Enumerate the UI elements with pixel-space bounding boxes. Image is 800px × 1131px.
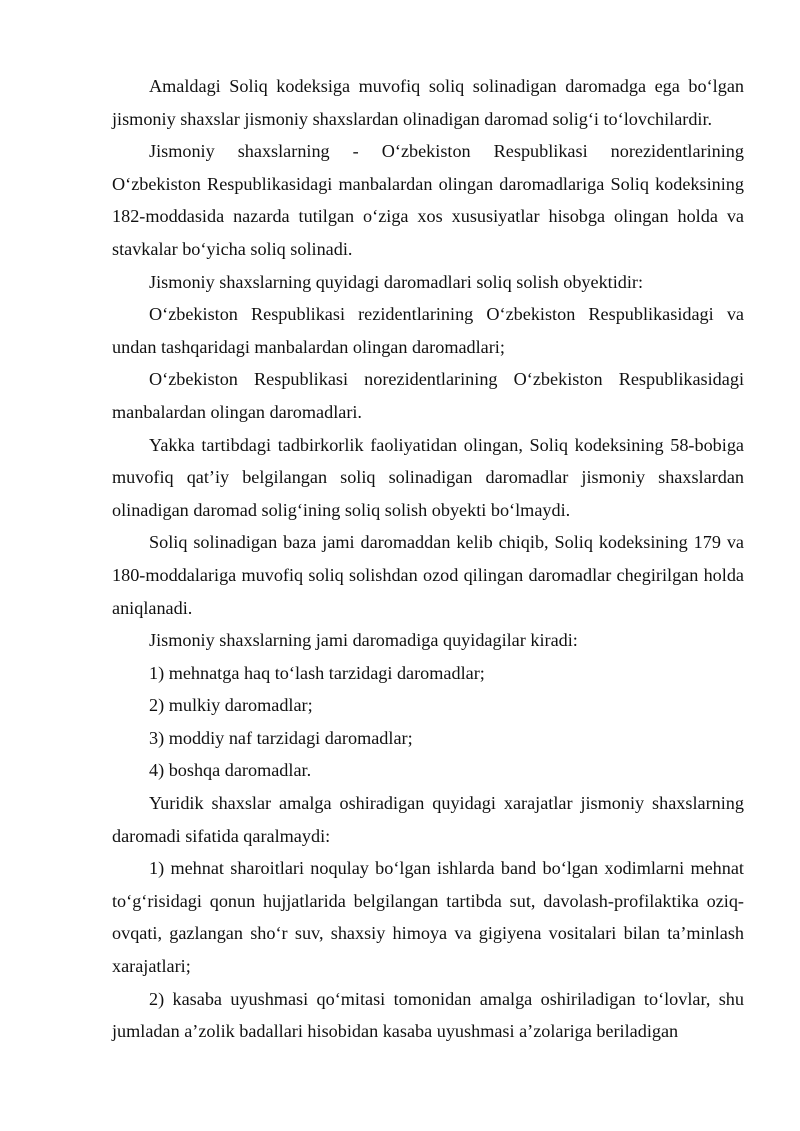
list-item: 4) boshqa daromadlar. bbox=[149, 760, 312, 781]
list-item: 1) mehnatga haq to‘lash tarzidagi daromadlar; bbox=[149, 662, 485, 683]
paragraph: Yuridik shaxslar amalga oshiradigan quyidagi xarajatlar jismoniy shaxslarning daromadi sifatida qaralmaydi: bbox=[112, 793, 744, 846]
list-item: 3) moddiy naf tarzidagi daromadlar; bbox=[149, 727, 413, 748]
paragraph: Jismoniy shaxslarning jami daromadiga quyidagilar kiradi: bbox=[149, 630, 578, 651]
paragraph: Yakka tartibdagi tadbirkorlik faoliyatidan olingan, Soliq kodeksining 58-bobiga muvofiq qat’iy belgilangan soliq solinadigan daromadlar jismoniy shaxslardan olinadigan daromad solig‘ining soliq solish obyekti bo‘lmaydi. bbox=[112, 434, 744, 520]
document-body bbox=[112, 70, 744, 1048]
paragraph: Soliq solinadigan baza jami daromaddan kelib chiqib, Soliq kodeksining 179 va 180-moddalariga muvofiq soliq solishdan ozod qilingan daromadlar chegirilgan holda aniqlanadi. bbox=[112, 532, 744, 618]
paragraph: O‘zbekiston Respublikasi rezidentlarining O‘zbekiston Respublikasidagi va undan tashqaridagi manbalardan olingan daromadlari; bbox=[112, 304, 744, 357]
paragraph: Jismoniy shaxslarning - O‘zbekiston Respublikasi norezidentlarining O‘zbekiston Respublikasidagi manbalardan olingan daromadlariga Soliq kodeksining 182-moddasida nazarda tutilgan o‘ziga xos xususiyatlar hisobga olingan holda va stavkalar bo‘yicha soliq solinadi. bbox=[112, 141, 744, 259]
paragraph: Amaldagi Soliq kodeksiga muvofiq soliq solinadigan daromadga ega bo‘lgan jismoniy shaxslar jismoniy shaxslardan olinadigan daromad solig‘i to‘lovchilardir. bbox=[112, 76, 744, 129]
list-item: 2) kasaba uyushmasi qo‘mitasi tomonidan amalga oshiriladigan to‘lovlar, shu jumladan a’zolik badallari hisobidan kasaba uyushmasi a’zolariga beriladigan bbox=[112, 988, 744, 1042]
list-item: 1) mehnat sharoitlari noqulay bo‘lgan ishlarda band bo‘lgan xodimlarni mehnat to‘g‘risidagi qonun hujjatlarida belgilangan tartibda sut, davolash-profilaktika oziq-ovqati, gazlangan sho‘r suv, shaxsiy himoya va gigiyena vositalari bilan ta’minlash xarajatlari; bbox=[112, 858, 744, 977]
list-item: 2) mulkiy daromadlar; bbox=[149, 695, 313, 716]
paragraph: O‘zbekiston Respublikasi norezidentlarining O‘zbekiston Respublikasidagi manbalardan olingan daromadlari. bbox=[112, 369, 744, 422]
paragraph: Jismoniy shaxslarning quyidagi daromadlari soliq solish obyektidir: bbox=[149, 271, 644, 292]
